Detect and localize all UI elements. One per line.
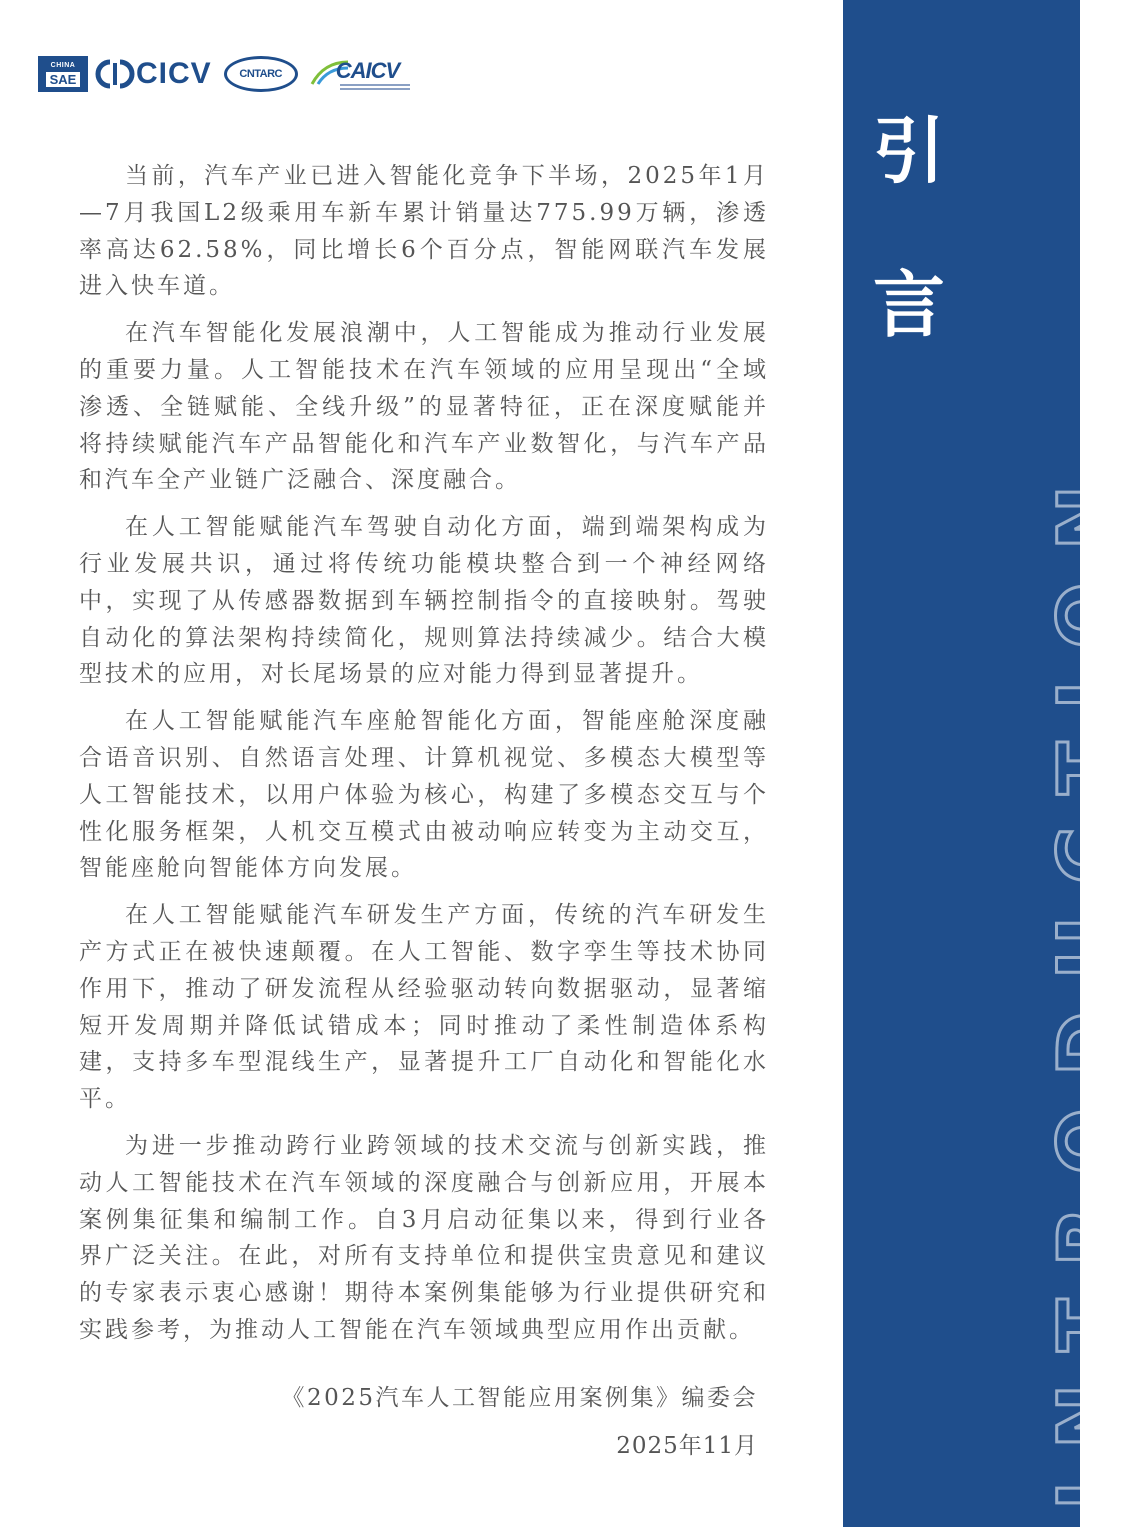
- cicv-mark-icon: [100, 59, 130, 89]
- logo-strip: [38, 52, 410, 96]
- paragraph-2: 在汽车智能化发展浪潮中，人工智能成为推动行业发展的重要力量。人工智能技术在汽车领域的应用呈现出“全域渗透、全链赋能、全线升级”的显著特征，正在深度赋能并将持续赋能汽车产品智能化和汽车产业数智化，与汽车产品和汽车全产业链广泛融合、深度融合。: [79, 320, 769, 494]
- cicv-logo-text: CICV: [136, 57, 212, 90]
- paragraph-1: 当前，汽车产业已进入智能化竞争下半场，2025年1月—7月我国L2级乘用车新车累计销量达775.99万辆，渗透率高达62.58%，同比增长6个百分点，智能网联汽车发展进入快车道。: [79, 163, 769, 300]
- china-sae-logo: [38, 56, 88, 92]
- signature-date: 2025年11月: [616, 1433, 758, 1459]
- caicv-logo: [310, 52, 410, 96]
- paragraph-3: 在人工智能赋能汽车驾驶自动化方面，端到端架构成为行业发展共识，通过将传统功能模块整合到一个神经网络中，实现了从传感器数据到车辆控制指令的直接映射。驾驶自动化的算法架构持续简化，规则算法持续减少。结合大模型技术的应用，对长尾场景的应对能力得到显著提升。: [79, 514, 769, 688]
- catarc-logo: [224, 56, 298, 92]
- sae-logo-line1: CHINA: [50, 62, 76, 69]
- signature-block: [281, 1380, 758, 1464]
- signature-organization: 《2025汽车人工智能应用案例集》编委会: [281, 1385, 758, 1411]
- paragraph-5: 在人工智能赋能汽车研发生产方面，传统的汽车研发生产方式正在被快速颠覆。在人工智能、数字孪生等技术协同作用下，推动了研发流程从经验驱动转向数据驱动，显著缩短开发周期并降低试错成本；同时推动了柔性制造体系构建，支持多车型混线生产，显著提升工厂自动化和智能化水平。: [79, 902, 769, 1113]
- caicv-subtitle-lines: [340, 84, 410, 92]
- caicv-logo-text: CAICV: [335, 58, 400, 83]
- section-title: 引言: [873, 109, 946, 347]
- paragraph-6: 为进一步推动跨行业跨领域的技术交流与创新实践，推动人工智能技术在汽车领域的深度融合与创新应用，开展本案例集征集和编制工作。自3月启动征集以来，得到行业各界广泛关注。在此，对所有支持单位和提供宝贵意见和建议的专家表示衷心感谢！期待本案例集能够为行业提供研究和实践参考，为推动人工智能在汽车领域典型应用作出贡献。: [79, 1132, 769, 1343]
- sae-logo-line2: SAE: [46, 72, 81, 87]
- introduction-body: [79, 158, 769, 1359]
- cicv-logo: [100, 57, 212, 91]
- catarc-logo-text: CNTARC: [239, 68, 282, 80]
- section-title-english: INTRODUCTION: [1043, 452, 1133, 1510]
- paragraph-4: 在人工智能赋能汽车座舱智能化方面，智能座舱深度融合语音识别、自然语言处理、计算机视觉、多模态大模型等人工智能技术，以用户体验为核心，构建了多模态交互与个性化服务框架，人机交互模式由被动响应转变为主动交互，智能座舱向智能体方向发展。: [79, 708, 769, 882]
- side-banner: [843, 0, 1133, 1527]
